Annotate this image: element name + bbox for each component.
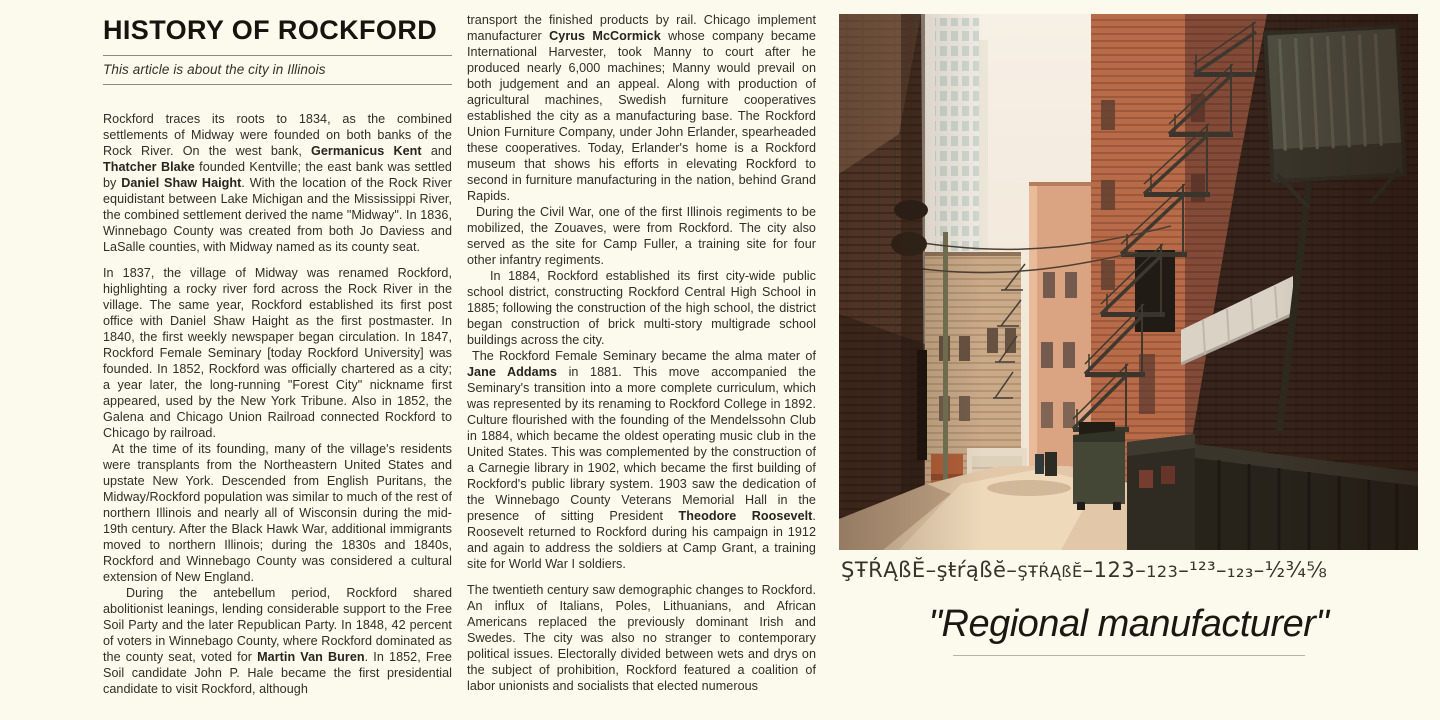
quote-divider [953, 655, 1305, 656]
article-paragraph: Rockford traces its roots to 1834, as the combined settlements of Midway were founded on both banks of the Rock River. On the west bank, Germanicus Kent and Thatcher Blake founded Kentville; the east bank was settled by Daniel Shaw Haight. With the location of the Rock River equidistant between Lake Michigan and the Mississippi River, the combined settlement derived the name "Midway". In 1836, Winnebago County was created from both Jo Daviess and LaSalle counties, with Midway named as its county seat. [103, 112, 452, 254]
article-paragraph: During the Civil War, one of the first Illinois regiments to be mobilized, the Zouaves, were from Rockford. The city also served as the site for Camp Fuller, a training site for four other infantry regiments. [467, 205, 816, 267]
article-column-2 [467, 12, 816, 714]
article-header [103, 16, 452, 85]
glyph-segment-smallcaps: ŞŦŔĄßĔ [1017, 562, 1083, 581]
glyph-segment-small-figures: 123 [1146, 562, 1179, 581]
article-subtitle: This article is about the city in Illinois [103, 62, 326, 77]
article-paragraph: In 1884, Rockford established its first city-wide public school district, constructing Rockford Central High School in 1885; following the construction of the high school, the district began construction of brick multi-story multigrade school buildings across the city. [467, 269, 816, 347]
article-column-1 [103, 111, 452, 714]
article-paragraph: transport the finished products by rail. Chicago implement manufacturer Cyrus McCormick whose company became International Harvester, took Manny to court after he produced nearly 6,000 machines; Manny would prevail on both judgement and an appeal. Along with production of agricultural machines, Swedish furniture cooperatives established the city as a manufacturing base. The Rockford Union Furniture Company, under John Erlander, spearheaded these cooperatives. Today, Erlander's home is a Rockford museum that shows his efforts in elevating Rockford to second in furniture manufacturing in the nation, behind Grand Rapids. [467, 13, 816, 203]
photo-vignette-overlay [839, 14, 1418, 550]
article-paragraph: During the antebellum period, Rockford shared abolitionist leanings, lending considerable support to the Free Soil Party and the later Republican Party. In 1848, 42 percent of voters in Winnebago County, where Rockford dominated as the county seat, voted for Martin Van Buren. In 1852, Free Soil candidate John P. Hale became the first presidential candidate to visit Rockford, although [103, 586, 452, 696]
pull-quote-block [839, 601, 1418, 656]
article-paragraph: The Rockford Female Seminary became the alma mater of Jane Addams in 1881. This move accompanied the Seminary's transition into a more complete curriculum, which was represented by its renaming to Rockford College in 1892. Culture flourished with the founding of the Mendelssohn Club in 1884, which became the oldest operating music club in the United States. This was complemented by the construction of a Carnegie library in 1902, which became the first building of Rockford's public library system. 1903 saw the dedication of the Winnebago County Veterans Memorial Hall in the presence of sitting President Theodore Roosevelt. Roosevelt returned to Rockford during his campaign in 1912 and again to address the soldiers at Camp Grant, a training site for World War I soldiers. [467, 349, 816, 571]
article-paragraph: In 1837, the village of Midway was renamed Rockford, highlighting a rocky river ford across the Rock River in the village. The same year, Rockford established its first post office with Daniel Shaw Haight as the first postmaster. In 1840, the first weekly newspaper began circulation. In 1847, Rockford Female Seminary [today Rockford University] was founded. In 1852, Rockford was officially chartered as a city; a year later, the long-running "Forest City" nickname first appeared, used by the New York Tribune. Also in 1852, the Galena and Chicago Union Railroad connected Rockford to Chicago by railroad. [103, 266, 452, 440]
page-title: HISTORY OF ROCKFORD [103, 15, 438, 45]
glyph-segment: –¹²³–₁₂₃–½¾⅝ [1178, 558, 1328, 582]
glyph-segment: –123– [1082, 558, 1147, 582]
glyph-segment: ŞŦŔĄßĔ–şŧŕąßĕ– [841, 558, 1018, 582]
alley-photo [839, 14, 1418, 550]
article-paragraph: The twentieth century saw demographic changes to Rockford. An influx of Italians, Poles, Lithuanians, and African Americans replaced the previously dominant Irish and Swedes. The city was also no stranger to contemporary political issues. Electorally divided between wets and drys on the subject of prohibition, Rockford featured a coalition of labor unionists and socialists that elected numerous [467, 583, 816, 693]
glyph-sample-line [841, 556, 1420, 586]
pull-quote: "Regional manufacturer" [928, 603, 1329, 645]
article-paragraph: At the time of its founding, many of the village's residents were transplants from the Northeastern United States and upstate New York. Descended from English Puritans, the Midway/Rockford population was similar to much of the rest of northern Illinois and nearly all of Wisconsin during the mid-19th century. After the Black Hawk War, additional immigrants moved to northern Illinois; during the 1830s and 1840s, Rockford and Winnebago County was considered a cultural extension of New England. [103, 442, 452, 584]
header-divider-bottom [103, 84, 452, 85]
